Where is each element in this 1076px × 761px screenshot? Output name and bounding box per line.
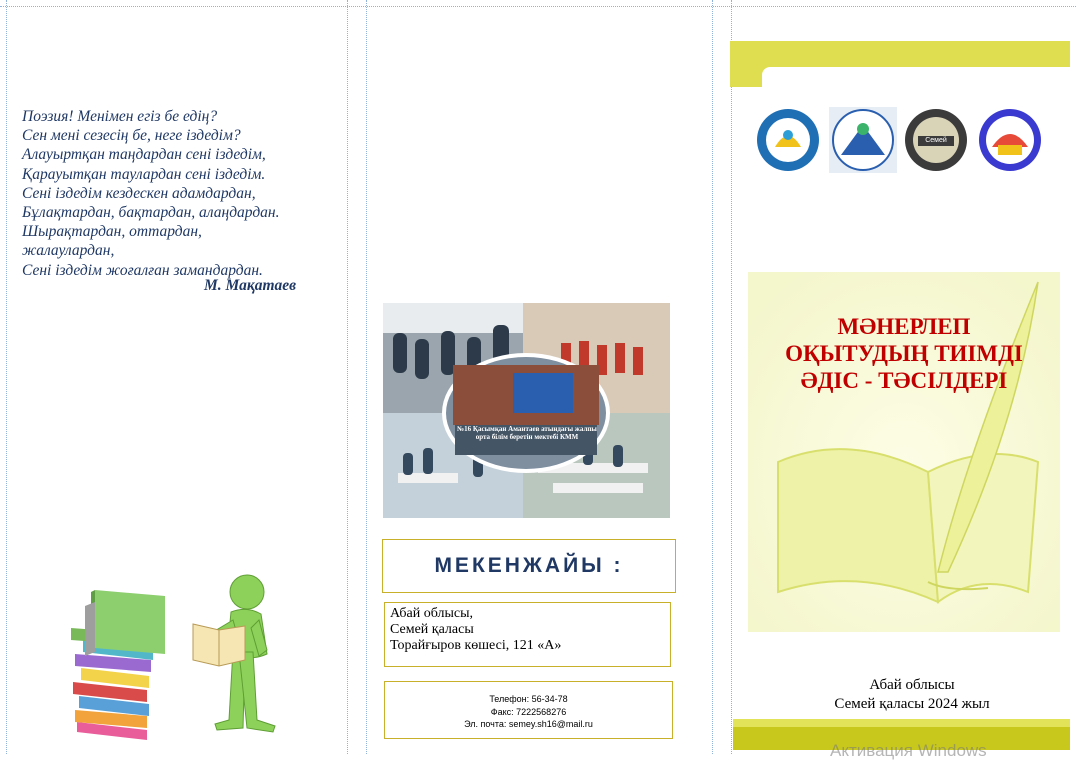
email-text: Эл. почта: semey.sh16@mail.ru (464, 719, 593, 729)
address-title: МЕКЕНЖАЙЫ : (434, 554, 624, 577)
book-stack-icon (71, 590, 165, 740)
poem-line: Шырақтардан, оттардан, (22, 223, 202, 241)
reading-figure-books-image (55, 572, 285, 744)
contact-box (384, 681, 673, 739)
poem-line: Сені іздедім жоғалған замандардан. (22, 261, 263, 279)
cover-top-inner (762, 67, 1070, 97)
cover-region: Абай облысы (869, 677, 955, 693)
poem (22, 107, 322, 280)
column-guide (6, 0, 7, 754)
poem-line: Қарауытқан таулардан сені іздедім. (22, 165, 266, 183)
school-collage-image (383, 303, 670, 518)
poem-author: М. Мақатаев (204, 277, 297, 294)
cover-title-line: ӘДІС - ТӘСІЛДЕРІ (800, 368, 1008, 393)
semey-university-seal-icon (905, 109, 967, 171)
address-title-box (382, 539, 676, 593)
address-line: Семей қаласы (390, 622, 474, 637)
phone-text: Телефон: 56-34-78 (489, 694, 568, 704)
windows-activation-watermark: Активация Windows (830, 741, 987, 760)
address-box (384, 602, 671, 667)
poem-line: Алауыртқан таңдардан сені іздедім, (22, 146, 266, 164)
cover-title-line: ОҚЫТУДЫҢ ТИІМДІ (785, 341, 1023, 366)
cover-title (750, 313, 1058, 394)
seal-label: Семей (925, 137, 947, 144)
education-department-logo-icon (829, 107, 897, 173)
school-sign-text: №16 Қасымқан Амантаев атындағы жалпы орта білім беретін мектебі КММ (457, 425, 597, 441)
column-guide (347, 0, 348, 754)
cover-footer (760, 676, 1064, 714)
address-line: Абай облысы, (390, 606, 474, 621)
poem-line: жалаулардан, (22, 242, 115, 260)
poem-line: Поэзия! Менімен егіз бе едің? (22, 108, 218, 125)
school-16-logo-icon (979, 109, 1041, 171)
column-guide (366, 0, 367, 754)
poem-line: Сені іздедім кездескен адамдардан, (22, 184, 256, 202)
poem-line: Бұлақтардан, бақтардан, алаңдардан. (22, 204, 280, 222)
logos-row (755, 105, 1055, 175)
column-guide (712, 0, 713, 754)
abai-region-logo-icon (757, 109, 819, 171)
fax-text: Факс: 7222568276 (490, 706, 567, 717)
cover-bottom-band-highlight (733, 719, 1070, 727)
top-guide (0, 6, 1076, 7)
column-guide (731, 0, 732, 754)
cover-city-year: Семей қаласы 2024 жыл (834, 696, 990, 712)
address-line: Торайғыров көшесі, 121 «А» (390, 638, 562, 653)
poem-line: Сен мені сезесің бе, неге іздедім? (22, 127, 241, 145)
school-collage-photo (383, 303, 670, 518)
cover-title-line: МӘНЕРЛЕП (837, 314, 971, 339)
